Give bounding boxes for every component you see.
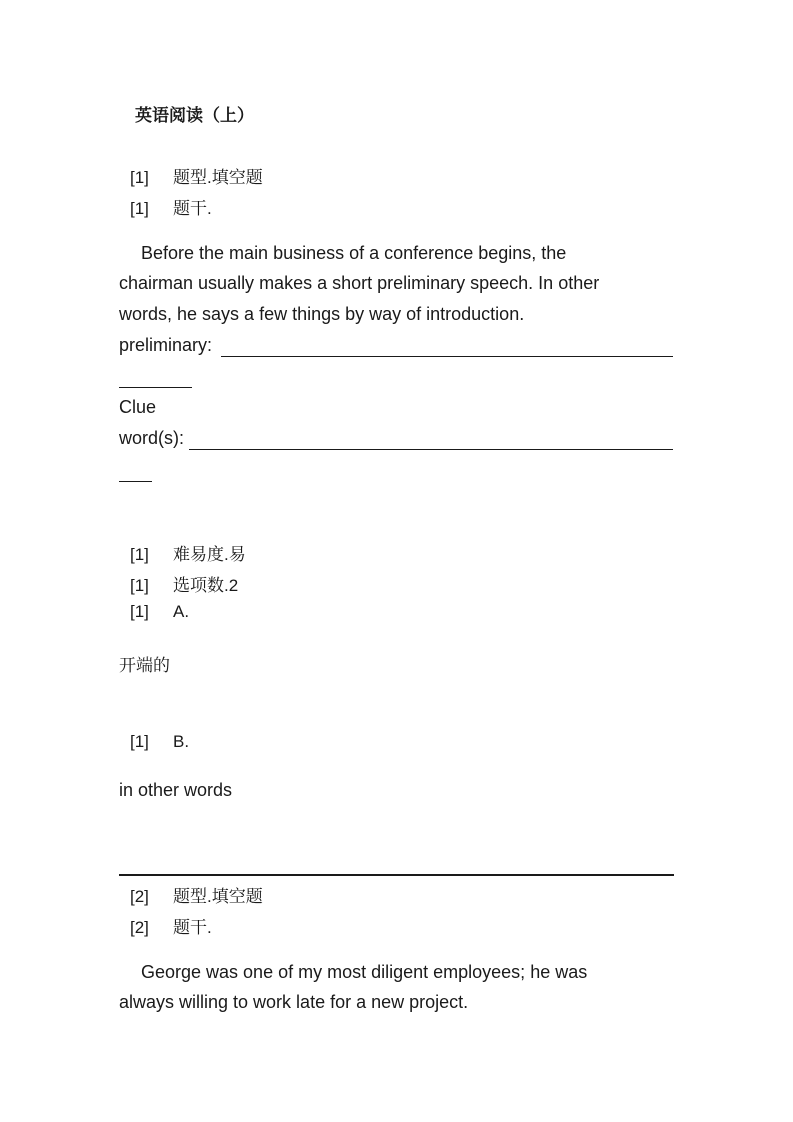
q1-passage-line-3: words, he says a few things by way of introduction.	[119, 304, 525, 324]
q1-blank-1-label: preliminary:	[119, 335, 213, 355]
question-divider	[119, 874, 674, 876]
q1-blank-2-line[interactable]	[189, 449, 673, 450]
q1-passage-line-2: chairman usually makes a short preliminary speech. In other	[119, 273, 600, 293]
q1-option-a-letter: A.	[173, 602, 190, 621]
q1-option-b-number: [1]	[130, 732, 149, 751]
q1-options-line	[130, 571, 238, 596]
q1-option-b-letter: B.	[173, 732, 190, 751]
q2-type-number: [2]	[130, 887, 149, 906]
q2-type-text: 题型.填空题	[173, 887, 263, 906]
q2-stem-number: [2]	[130, 918, 149, 937]
q1-stem-line	[130, 194, 212, 219]
q1-option-b-line	[130, 732, 189, 752]
q2-passage-line-1: George was one of my most diligent employees; he was	[141, 962, 588, 982]
q1-difficulty-number: [1]	[130, 545, 149, 564]
q1-stem-number: [1]	[130, 199, 149, 218]
q1-type-number: [1]	[130, 168, 149, 187]
q2-stem-line	[130, 913, 212, 938]
q1-clue-word: Clue	[119, 397, 157, 417]
q1-blank-2-label: word(s):	[119, 428, 185, 448]
q1-option-a-number: [1]	[130, 602, 149, 621]
q1-difficulty-line	[130, 540, 246, 565]
q1-stem-text: 题干.	[173, 199, 212, 218]
q1-option-a-answer: 开端的	[119, 656, 170, 675]
q1-passage-line-1: Before the main business of a conference begins, the	[141, 243, 567, 263]
q1-blank-2-line-continued[interactable]	[119, 481, 152, 482]
q1-blank-1-line[interactable]	[221, 356, 673, 357]
q1-option-a-line	[130, 602, 189, 622]
document-title: 英语阅读（上）	[135, 106, 254, 125]
q2-stem-text: 题干.	[173, 918, 212, 937]
q1-option-b-answer: in other words	[119, 780, 233, 800]
q1-type-text: 题型.填空题	[173, 168, 263, 187]
q1-options-number: [1]	[130, 576, 149, 595]
q1-options-text: 选项数.2	[173, 576, 239, 595]
q1-difficulty-text: 难易度.易	[173, 545, 246, 564]
q2-passage-line-2: always willing to work late for a new project.	[119, 992, 469, 1012]
q1-blank-1-line-continued[interactable]	[119, 387, 192, 388]
q2-type-line	[130, 882, 263, 907]
q1-type-line	[130, 163, 263, 188]
